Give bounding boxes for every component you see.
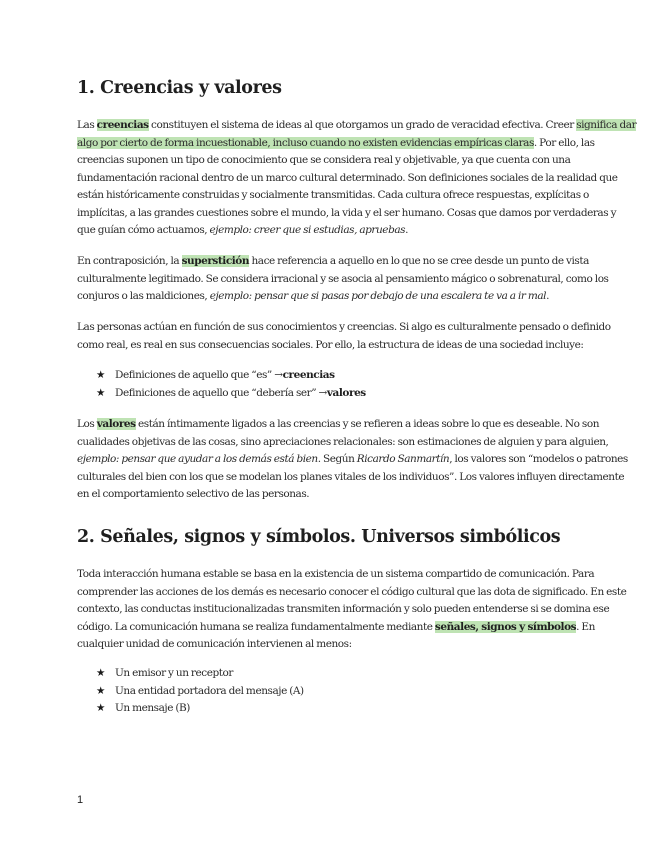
text-span: constituyen el sistema de ideas al que otorgamos un grado de veracidad efectiva. Creer: [148, 119, 577, 131]
text-line: están históricamente construidas y socialmente transmitidas. Cada cultura ofrece respuestas, explícitas o: [77, 189, 589, 201]
text-span: , los valores son “modelos o patrones: [449, 453, 628, 465]
text-line: creencias suponen un tipo de conocimiento que se considera real y objetivable, ya que cuenta con una: [77, 154, 571, 166]
highlighted-text: algo por cierto de forma incuestionable, incluso cuando no existen evidencias empíricas claras: [77, 136, 534, 149]
star-bullet-icon: ★: [96, 684, 105, 697]
list-item: [96, 665, 304, 683]
list-item: [96, 385, 366, 403]
list-item-text: Una entidad portadora del mensaje (A): [115, 684, 304, 697]
text-line: cualidades objetivas de las cosas, sino apreciaciones relacionales: son estimaciones de alguien y para alguien,: [77, 435, 609, 448]
author-italic: Ricardo Sanmartín: [356, 453, 450, 465]
text-line: Las personas actúan en función de sus conocimientos y creencias. Si algo es culturalmente pensado o definido: [77, 321, 611, 333]
text-line: como real, es real en sus consecuencias sociales. Por ello, la estructura de ideas de una sociedad incluye:: [77, 338, 584, 351]
list-item-bold: creencias: [282, 369, 335, 381]
text-span: . Según: [317, 453, 357, 465]
text-span: que guían cómo actuamos,: [77, 224, 210, 236]
text-span: están íntimamente ligados a las creencias y se refieren a ideas sobre lo que es deseable. No son: [135, 418, 600, 430]
bullet-list-comunicacion: [96, 665, 304, 718]
text-line: Toda interacción humana estable se basa en la existencia de un sistema compartido de comunicación. Para: [77, 568, 595, 580]
text-span: . Por ello, las: [533, 136, 595, 149]
text-line: [77, 451, 628, 469]
paragraph-estructura-ideas: [77, 319, 611, 354]
text-line: [77, 222, 587, 240]
text-span: Las: [77, 119, 97, 131]
text-line: cualquier unidad de comunicación intervienen al menos:: [77, 638, 352, 650]
example-italic: ejemplo: pensar que si pasas por debajo de una escalera te va a ir mal: [209, 290, 547, 302]
paragraph-comunicacion: [77, 566, 627, 654]
text-span: Los: [77, 418, 97, 430]
text-line: [77, 253, 587, 271]
section-heading-senales: 2. Señales, signos y símbolos. Universos simbólicos: [77, 527, 561, 547]
text-span: hace referencia a aquello en lo que no se cree desde un punto de vista: [249, 255, 589, 267]
highlighted-text: significa dar: [576, 119, 637, 131]
text-line: [77, 117, 637, 135]
paragraph-creencias: [77, 117, 637, 240]
list-item-text: Definiciones de aquello que “debería ser” →: [115, 386, 327, 399]
text-span: .: [405, 224, 408, 236]
text-span: código. La comunicación humana se realiza fundamentalmente mediante: [77, 620, 435, 633]
text-span: . En: [576, 620, 595, 633]
example-italic: ejemplo: pensar que ayudar a los demás está bien: [77, 453, 318, 465]
text-span: .: [546, 290, 549, 302]
list-item: [96, 683, 304, 701]
text-line: en el comportamiento selectivo de las personas.: [77, 488, 310, 500]
text-line: culturales del bien con los que se modelan los planes vitales de los individuos”. Los valores influyen directamente: [77, 470, 625, 483]
section-heading-creencias: 1. Creencias y valores: [77, 78, 282, 98]
list-item-text: Un mensaje (B): [115, 702, 190, 714]
highlighted-term: creencias: [96, 119, 149, 131]
text-line: [77, 288, 587, 306]
highlighted-term: valores: [96, 418, 136, 430]
list-item-text: Definiciones de aquello que “es” →: [115, 369, 283, 381]
text-span: En contraposición, la: [77, 255, 182, 267]
bullet-list-estructura: [96, 367, 366, 402]
list-item-text: Un emisor y un receptor: [115, 667, 233, 679]
paragraph-valores: [77, 416, 628, 504]
page-number: 1: [77, 794, 84, 806]
star-bullet-icon: ★: [96, 386, 105, 399]
text-line: fundamentación racional dentro de un marco cultural determinado. Son definiciones sociales de la realidad que: [77, 171, 618, 184]
text-line: culturalmente legitimado. Se considera irracional y se asocia al pensamiento mágico o sobrenatural, como los: [77, 272, 609, 285]
text-line: comprender las acciones de los demás es necesario conocer el código cultural que las dota de significado. En este: [77, 585, 627, 598]
text-line: [77, 135, 595, 153]
paragraph-supersticion: [77, 253, 609, 306]
star-bullet-icon: ★: [96, 702, 105, 714]
text-line: [77, 619, 595, 637]
list-item: [96, 700, 304, 718]
list-item: [96, 367, 366, 385]
highlighted-term: superstición: [181, 255, 250, 267]
text-line: contexto, las conductas institucionalizadas transmiten información y solo pueden entenderse si se domina ese: [77, 603, 610, 615]
text-line: [77, 416, 600, 434]
star-bullet-icon: ★: [96, 667, 105, 679]
star-bullet-icon: ★: [96, 369, 105, 381]
text-line: implícitas, a las grandes cuestiones sobre el mundo, la vida y el ser humano. Cosas que damos por verdaderas y: [77, 206, 617, 219]
list-item-bold: valores: [326, 386, 366, 399]
highlighted-term: señales, signos y símbolos: [434, 620, 577, 633]
text-span: conjuros o las maldiciones,: [77, 290, 210, 302]
example-italic: ejemplo: creer que si estudias, apruebas: [209, 224, 406, 236]
